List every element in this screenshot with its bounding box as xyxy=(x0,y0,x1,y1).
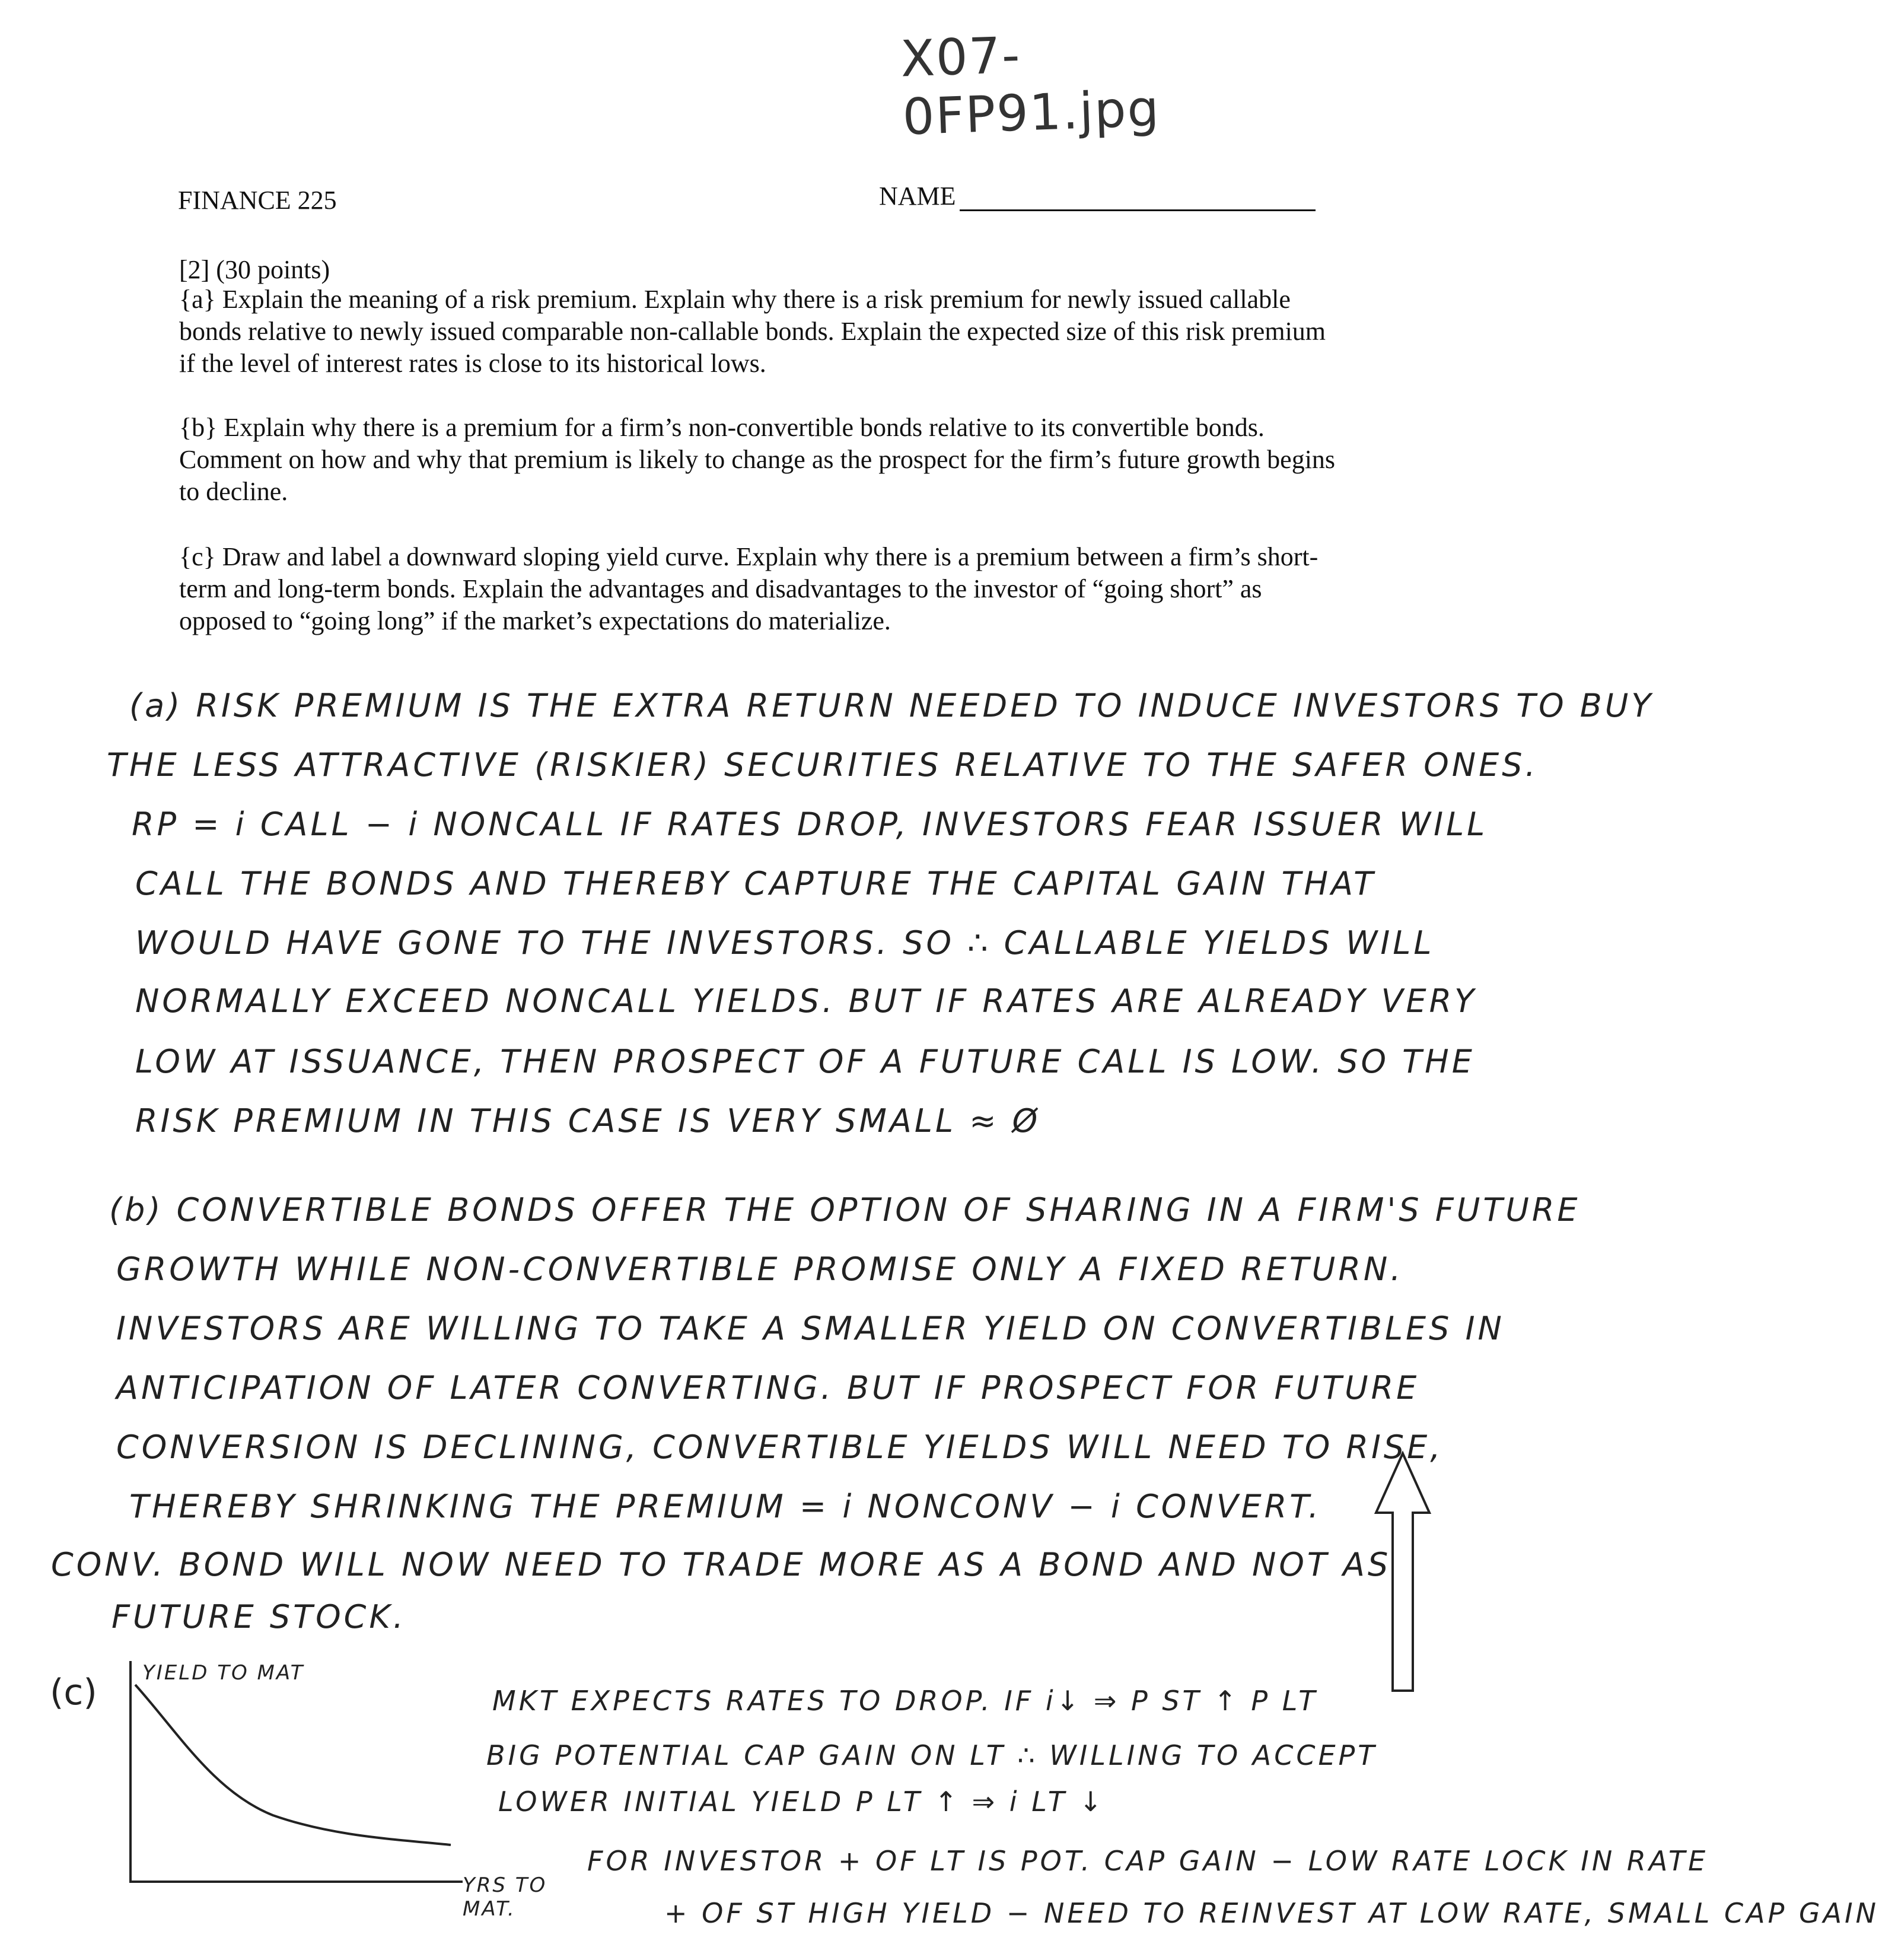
answer-c-line: MKT EXPECTS RATES TO DROP. IF i↓ ⇒ P ST ↑ P LT xyxy=(492,1685,1319,1717)
answer-a-line: RISK PREMIUM IN THIS CASE IS VERY SMALL ≈ Ø xyxy=(135,1102,1041,1140)
answer-b-line: INVESTORS ARE WILLING TO TAKE A SMALLER YIELD ON CONVERTIBLES IN xyxy=(116,1310,1505,1347)
question-heading: [2] (30 points) xyxy=(179,255,330,284)
name-field xyxy=(879,181,1316,211)
answer-b-line: ANTICIPATION OF LATER CONVERTING. BUT IF PROSPECT FOR FUTURE xyxy=(116,1369,1420,1407)
answer-c-line: LOWER INITIAL YIELD P LT ↑ ⇒ i LT ↓ xyxy=(498,1786,1105,1818)
name-blank-line xyxy=(960,186,1316,211)
yield-curve-sketch xyxy=(119,1655,474,1892)
answer-a-line: LOW AT ISSUANCE, THEN PROSPECT OF A FUTURE CALL IS LOW. SO THE xyxy=(135,1043,1475,1080)
answer-a-line: RP = i CALL − i NONCALL IF RATES DROP, INVESTORS FEAR ISSUER WILL xyxy=(132,806,1488,843)
answer-a-line: THE LESS ATTRACTIVE (RISKIER) SECURITIES RELATIVE TO THE SAFER ONES. xyxy=(107,746,1539,784)
answer-c-line: + OF ST HIGH YIELD − NEED TO REINVEST AT LOW RATE, SMALL CAP GAIN xyxy=(664,1897,1879,1929)
answer-c-line: FOR INVESTOR + OF LT IS POT. CAP GAIN − LOW RATE LOCK IN RATE xyxy=(587,1845,1709,1877)
answer-a-line: WOULD HAVE GONE TO THE INVESTORS. SO ∴ CALLABLE YIELDS WILL xyxy=(135,924,1435,962)
question-part-b: {b} Explain why there is a premium for a firm’s non-convertible bonds relative to its convertible bonds. Comment on how and why that premium is likely to change as the prospect for the firm’s future growth begins to decline. xyxy=(179,413,1336,506)
answer-c-label: (c) xyxy=(50,1672,97,1713)
answer-b-line: CONVERSION IS DECLINING, CONVERTIBLE YIELDS WILL NEED TO RISE, xyxy=(116,1428,1444,1466)
yield-curve-axes xyxy=(130,1661,463,1882)
answer-b-line: GROWTH WHILE NON-CONVERTIBLE PROMISE ONLY A FIXED RETURN. xyxy=(116,1251,1404,1288)
answer-a-line: CALL THE BONDS AND THEREBY CAPTURE THE CAPITAL GAIN THAT xyxy=(135,865,1377,902)
answer-a-line: (a) RISK PREMIUM IS THE EXTRA RETURN NEEDED TO INDUCE INVESTORS TO BUY xyxy=(129,687,1654,724)
answer-b-line: FUTURE STOCK. xyxy=(112,1598,406,1636)
question-part-c: {c} Draw and label a downward sloping yield curve. Explain why there is a premium between a firm’s short-term and long-term bonds. Explain the advantages and disadvantages to the investor of “going short” as opposed to “going long” if the market’s expectations do materialize. xyxy=(179,542,1319,635)
course-title: FINANCE 225 xyxy=(178,186,337,215)
up-arrow-icon xyxy=(1370,1447,1435,1697)
answer-a-line: NORMALLY EXCEED NONCALL YIELDS. BUT IF RATES ARE ALREADY VERY xyxy=(135,982,1477,1020)
question-part-a: {a} Explain the meaning of a risk premium. Explain why there is a risk premium for newly issued callable bonds relative to newly issued comparable non-callable bonds. Explain the expected size of this risk premium if the level of interest rates is close to its historical lows. xyxy=(179,285,1326,378)
answer-c-line: BIG POTENTIAL CAP GAIN ON LT ∴ WILLING TO ACCEPT xyxy=(486,1739,1378,1771)
answer-b-line: THEREBY SHRINKING THE PREMIUM = i NONCONV − i CONVERT. xyxy=(129,1488,1322,1525)
y-axis-label: YIELD TO MAT xyxy=(142,1661,305,1685)
downward-yield-curve xyxy=(135,1685,451,1845)
file-name-handwritten: X07-0FP91.jpg xyxy=(899,26,1161,147)
answer-b-line: CONV. BOND WILL NOW NEED TO TRADE MORE AS A BOND AND NOT AS xyxy=(51,1546,1391,1583)
x-axis-label: YRS TO MAT. xyxy=(463,1873,547,1921)
name-label: NAME xyxy=(879,182,956,211)
answer-b-line: (b) CONVERTIBLE BONDS OFFER THE OPTION OF SHARING IN A FIRM'S FUTURE xyxy=(109,1191,1581,1229)
